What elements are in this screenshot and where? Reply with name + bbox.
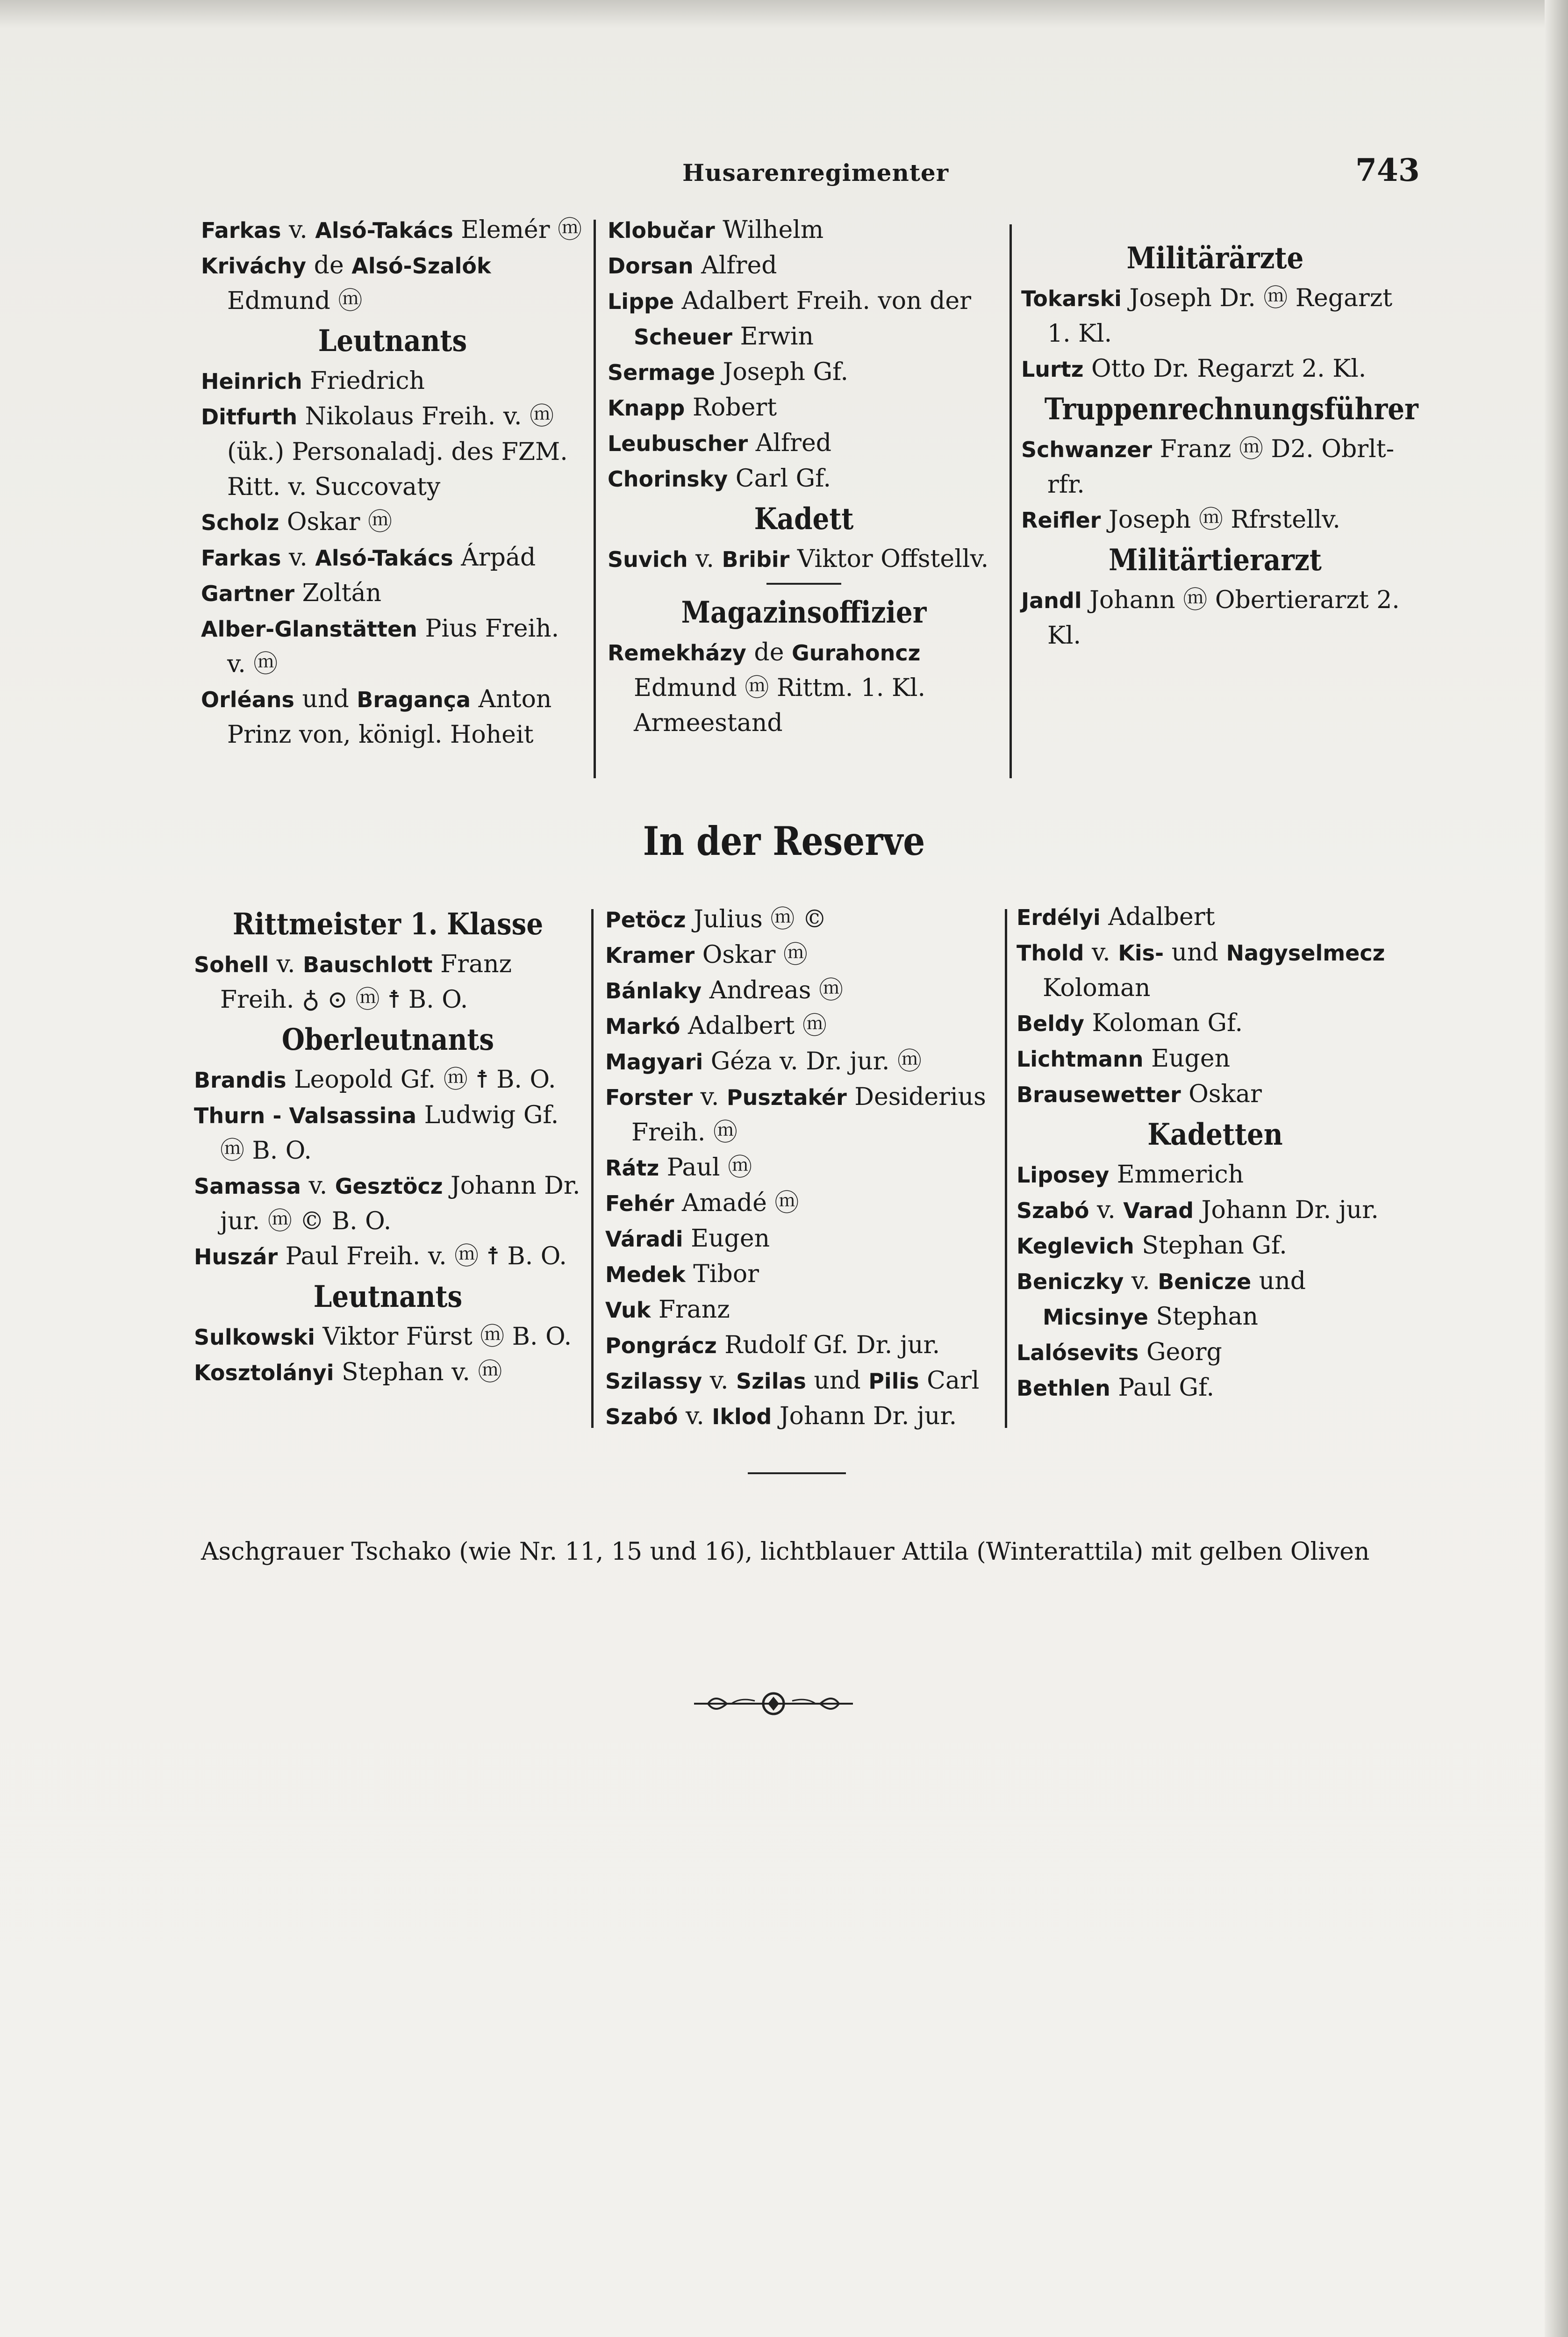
separator-line — [766, 583, 841, 585]
roster-entry — [194, 1319, 582, 1355]
entry-text: Otto Dr. Regarzt 2. Kl. — [1083, 355, 1367, 383]
surname: Bauschlott — [303, 952, 433, 977]
entry-text: Oskar ⓜ — [695, 941, 808, 969]
surname: Brandis — [194, 1068, 286, 1093]
roster-entry — [194, 1355, 582, 1391]
entry-text: Eugen — [683, 1225, 770, 1253]
entry-text: v. — [678, 1402, 712, 1430]
column-reserve-1 — [194, 902, 582, 1391]
roster-entry — [605, 902, 998, 938]
surname: Pilis — [868, 1369, 919, 1394]
roster-entry — [605, 1363, 998, 1399]
surname: Lurtz — [1021, 357, 1084, 382]
roster-entry — [1017, 1041, 1414, 1077]
entry-text: Edmund ⓜ — [227, 287, 363, 315]
roster-entry — [194, 1239, 582, 1275]
surname: Rátz — [605, 1155, 659, 1181]
entry-text: Desiderius Freih. ⓜ — [631, 1083, 986, 1147]
entry-text: Julius ⓜ © — [686, 905, 827, 933]
entry-text: Anton Prinz von, königl. Hoheit — [227, 685, 552, 749]
entry-text: Nikolaus Freih. v. ⓜ (ük.) Personaladj. des FZM. Ritt. v. Succovaty — [227, 402, 568, 501]
entry-text: Adalbert ⓜ — [680, 1012, 827, 1040]
roster-entry — [201, 682, 584, 753]
bleed-through-block — [584, 608, 1005, 701]
surname: Medek — [605, 1262, 686, 1287]
entry-text: Árpád — [453, 544, 536, 572]
roster-entry — [1017, 1335, 1414, 1370]
roster-entry — [605, 1009, 998, 1044]
surname: Sohell — [194, 952, 269, 977]
entry-text: Géza v. Dr. jur. ⓜ — [703, 1047, 922, 1075]
roster-entry — [1017, 1157, 1414, 1193]
roster-entry — [194, 947, 582, 1018]
entry-text: Erwin — [732, 323, 814, 351]
surname: Keglevich — [1017, 1233, 1134, 1259]
surname: Farkas — [201, 545, 281, 571]
surname: Lichtmann — [1017, 1047, 1144, 1072]
entry-text: Edmund ⓜ Rittm. 1. Kl. Armeestand — [634, 674, 925, 737]
surname: Kriváchy — [201, 253, 307, 279]
surname: Gurahoncz — [792, 640, 921, 666]
entry-text: Johann ⓜ Obertierarzt 2. Kl. — [1047, 586, 1400, 650]
surname: Tokarski — [1021, 286, 1122, 311]
entry-text: Paul ⓜ — [659, 1154, 752, 1182]
entry-text: und — [1164, 939, 1226, 967]
surname: Benicze — [1158, 1269, 1252, 1294]
entry-text: Tibor — [685, 1260, 759, 1288]
roster-entry — [201, 505, 584, 540]
surname: Gesztöcz — [335, 1174, 443, 1199]
roster-entry — [1017, 1006, 1414, 1041]
surname: Scholz — [201, 510, 279, 535]
roster-entry — [201, 611, 584, 682]
surname: Alber-Glanstätten — [201, 617, 417, 642]
section-heading: Militärtierarzt — [1109, 543, 1322, 578]
surname: Lippe — [608, 289, 674, 314]
surname: Szabó — [1017, 1198, 1089, 1223]
surname: Sermage — [608, 360, 716, 385]
roster-entry — [608, 542, 1000, 577]
surname: Schwanzer — [1021, 437, 1153, 462]
entry-text: Leopold Gf. ⓜ ☨ B. O. — [286, 1066, 556, 1094]
entry-text: Eugen — [1143, 1045, 1231, 1073]
column-reserve-3 — [1017, 900, 1414, 1406]
entry-text: und — [1251, 1267, 1306, 1295]
entry-text: Carl Gf. — [728, 465, 831, 493]
surname: Dorsan — [608, 253, 694, 279]
surname: Knapp — [608, 395, 685, 421]
surname: Fehér — [605, 1191, 674, 1216]
entry-text: Wilhelm — [715, 216, 824, 244]
entry-text: de — [306, 251, 352, 280]
page-edge-top — [0, 0, 1568, 28]
entry-text: de — [746, 638, 792, 667]
entry-text: Ludwig Gf. ⓜ B. O. — [220, 1101, 559, 1165]
surname: Beldy — [1017, 1011, 1084, 1036]
roster-entry — [605, 1292, 998, 1328]
entry-text: Stephan — [1148, 1303, 1258, 1331]
roster-entry — [1017, 1193, 1414, 1228]
section-heading: Militärärzte — [1126, 241, 1304, 276]
entry-text: und — [294, 685, 357, 713]
surname: Kosztolányi — [194, 1360, 334, 1385]
entry-text: v. — [1124, 1267, 1158, 1295]
surname: Vuk — [605, 1298, 651, 1323]
section-heading: Truppenrechnungsführer — [1044, 392, 1418, 427]
roster-entry — [605, 1150, 998, 1186]
surname: Nagyselmecz — [1226, 940, 1385, 966]
entry-text: Franz — [651, 1296, 730, 1324]
entry-text: Amadé ⓜ — [674, 1189, 799, 1217]
roster-entry — [201, 576, 584, 611]
entry-text: Joseph Gf. — [715, 358, 849, 386]
column-divider-2 — [1010, 224, 1012, 778]
entry-text: Stephan Gf. — [1134, 1232, 1287, 1260]
roster-entry — [608, 426, 1000, 461]
roster-entry — [1021, 281, 1409, 351]
surname: Heinrich — [201, 369, 302, 394]
roster-entry — [605, 1186, 998, 1221]
roster-entry — [608, 213, 1000, 248]
roster-entry — [608, 390, 1000, 426]
entry-text: Koloman Gf. — [1084, 1009, 1243, 1037]
roster-entry — [1021, 502, 1409, 538]
section-heading: Magazinsoffizier — [681, 595, 927, 630]
entry-text: v. — [687, 545, 722, 573]
page-edge-right — [1545, 0, 1568, 2337]
roster-entry — [201, 213, 584, 248]
roster-entry — [194, 1098, 582, 1168]
section-heading: Rittmeister 1. Klasse — [232, 907, 544, 942]
surname: Petöcz — [605, 907, 686, 932]
surname: Ditfurth — [201, 404, 298, 430]
roster-entry — [1021, 432, 1409, 502]
surname: Magyari — [605, 1049, 703, 1075]
entry-text: v. — [281, 216, 315, 244]
entry-text: Johann Dr. jur. ⓜ © B. O. — [220, 1172, 580, 1235]
roster-entry — [194, 1062, 582, 1098]
surname: Beniczky — [1017, 1269, 1124, 1294]
surname: Klobučar — [608, 218, 715, 243]
roster-entry — [201, 248, 584, 319]
surname: Reifler — [1021, 508, 1101, 533]
entry-text: Pius Freih. v. ⓜ — [227, 615, 559, 678]
section-heading: Kadett — [754, 502, 854, 537]
entry-text: Paul Freih. v. ⓜ ☨ B. O. — [278, 1242, 567, 1270]
roster-entry — [201, 364, 584, 399]
entry-text: Carl — [919, 1367, 980, 1395]
entry-text: v. — [693, 1083, 727, 1111]
entry-text: Paul Gf. — [1110, 1374, 1215, 1402]
roster-entry — [605, 1328, 998, 1363]
entry-text: v. — [1084, 939, 1118, 967]
surname: Thold — [1017, 940, 1084, 966]
entry-text: Emmerich — [1109, 1161, 1244, 1189]
entry-text: Viktor Fürst ⓜ B. O. — [315, 1323, 572, 1351]
roster-entry — [608, 461, 1000, 497]
surname: Leubuscher — [608, 431, 748, 456]
entry-text: Franz Freih. ♁ ⊙ ⓜ ☨ B. O. — [220, 950, 512, 1014]
entry-text: Joseph ⓜ Rfrstellv. — [1101, 506, 1340, 534]
roster-entry — [605, 1221, 998, 1257]
roster-entry — [1021, 351, 1409, 387]
column-reserve-2 — [605, 902, 998, 1434]
surname: Farkas — [201, 218, 281, 243]
surname: Markó — [605, 1014, 680, 1039]
surname: Brausewetter — [1017, 1082, 1181, 1107]
surname: Bribir — [722, 547, 790, 572]
roster-entry — [608, 355, 1000, 390]
surname: Suvich — [608, 547, 688, 572]
surname: Gartner — [201, 581, 295, 606]
roster-entry — [201, 399, 584, 505]
surname: Bethlen — [1017, 1376, 1110, 1401]
roster-entry — [605, 1044, 998, 1080]
entry-text: Georg — [1138, 1338, 1222, 1366]
surname: Samassa — [194, 1174, 301, 1199]
surname: Iklod — [712, 1404, 772, 1429]
surname: Micsinye — [1043, 1305, 1148, 1330]
uniform-note: Aschgrauer Tschako (wie Nr. 11, 15 und 16), lichtblauer Attila (Winterattila) mit gelben Oliven — [201, 1538, 1370, 1566]
surname: Pusztakér — [726, 1085, 847, 1110]
roster-entry — [194, 1168, 582, 1239]
surname: Bragança — [357, 687, 471, 712]
roster-entry — [605, 1080, 998, 1150]
entry-text: v. — [702, 1367, 737, 1395]
entry-text: Robert — [685, 394, 777, 422]
roster-entry — [1017, 1370, 1414, 1406]
entry-text: Koloman — [1043, 974, 1151, 1002]
entry-text: und — [806, 1367, 869, 1395]
page-number: 743 — [1355, 152, 1420, 188]
roster-entry — [1017, 935, 1414, 1006]
surname: Váradi — [605, 1226, 683, 1252]
entry-text: Viktor Offstellv. — [789, 545, 989, 573]
entry-text: Joseph Dr. ⓜ Regarzt 1. Kl. — [1047, 284, 1393, 348]
roster-entry — [201, 540, 584, 576]
entry-text: Friedrich — [302, 367, 425, 395]
entry-text: Oskar ⓜ — [279, 508, 393, 536]
surname: Alsó-Takács — [315, 545, 453, 571]
entry-text: Zoltán — [294, 579, 382, 607]
section-heading: Leutnants — [313, 1279, 463, 1314]
section-rule — [748, 1472, 846, 1474]
surname: Thurn - Valsassina — [194, 1103, 417, 1128]
entry-text: Franz ⓜ D2. Obrlt-rfr. — [1047, 435, 1395, 499]
column-divider-3 — [591, 909, 594, 1428]
surname: Varad — [1123, 1198, 1194, 1223]
roster-entry — [605, 1399, 998, 1434]
surname: Szilas — [736, 1369, 806, 1394]
entry-text: Elemér ⓜ — [453, 216, 582, 244]
column-medical — [1021, 236, 1418, 653]
entry-text: Johann Dr. jur. — [1194, 1196, 1379, 1224]
surname: Liposey — [1017, 1162, 1110, 1188]
surname: Bánlaky — [605, 978, 702, 1004]
surname: Remekházy — [608, 640, 746, 666]
ornament-icon — [689, 1687, 858, 1720]
entry-text: Alfred — [748, 429, 832, 457]
roster-entry — [1021, 583, 1409, 653]
surname: Kis- — [1118, 940, 1164, 966]
entry-text: Oskar — [1181, 1080, 1262, 1108]
entry-text: v. — [1089, 1196, 1124, 1224]
section-heading: Kadetten — [1147, 1117, 1283, 1152]
entry-text: Rudolf Gf. Dr. jur. — [716, 1331, 940, 1359]
roster-entry — [605, 1257, 998, 1292]
section-heading: Oberleutnants — [281, 1022, 494, 1057]
surname: Szilassy — [605, 1369, 702, 1394]
entry-text: Alfred — [693, 251, 777, 280]
roster-entry — [1017, 900, 1414, 935]
surname: Pongrácz — [605, 1333, 717, 1358]
roster-entry — [1017, 1228, 1414, 1264]
surname: Lalósevits — [1017, 1340, 1139, 1365]
surname: Alsó-Takács — [315, 218, 453, 243]
surname: Sulkowski — [194, 1325, 315, 1350]
entry-text: Adalbert — [1100, 903, 1215, 931]
roster-entry — [1017, 1077, 1414, 1112]
surname: Jandl — [1021, 588, 1082, 613]
roster-entry — [605, 973, 998, 1009]
surname: Chorinsky — [608, 466, 728, 492]
surname: Kramer — [605, 943, 695, 968]
column-divider-4 — [1005, 909, 1007, 1428]
surname: Orléans — [201, 687, 294, 712]
surname: Forster — [605, 1085, 693, 1110]
section-heading: Leutnants — [318, 323, 467, 358]
surname: Alsó-Szalók — [351, 253, 491, 279]
surname: Erdélyi — [1017, 905, 1101, 930]
roster-entry — [605, 938, 998, 973]
entry-text: Stephan v. ⓜ — [334, 1358, 502, 1386]
column-leutnants — [201, 213, 584, 753]
entry-text: v. — [281, 544, 315, 572]
entry-text: Johann Dr. jur. — [772, 1402, 957, 1430]
entry-text: Adalbert Freih. von der — [674, 287, 971, 315]
running-title: Husarenregimenter — [682, 159, 949, 186]
surname: Scheuer — [634, 324, 732, 350]
surname: Huszár — [194, 1244, 278, 1269]
entry-text: Andreas ⓜ — [702, 976, 843, 1004]
roster-entry — [608, 248, 1000, 284]
section-title-reserve: In der Reserve — [643, 818, 925, 864]
surname: Szabó — [605, 1404, 678, 1429]
roster-entry — [1017, 1264, 1414, 1335]
entry-text: v. — [269, 950, 303, 978]
entry-text: v. — [301, 1172, 335, 1200]
roster-entry — [608, 284, 1000, 355]
